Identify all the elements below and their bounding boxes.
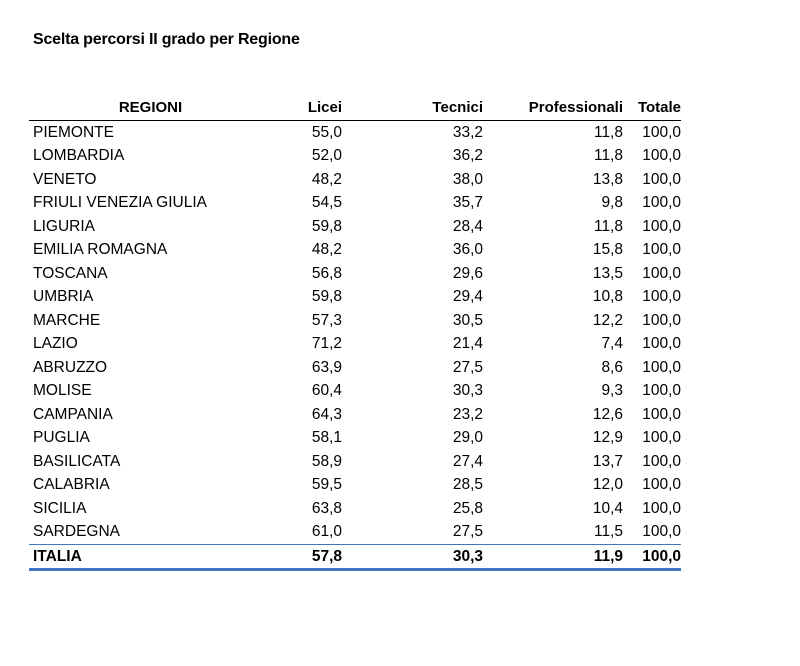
totale-cell: 100,0 — [642, 147, 681, 164]
totale-cell: 100,0 — [642, 523, 681, 540]
region-cell: PUGLIA — [33, 429, 90, 446]
professionali-cell: 8,6 — [601, 358, 623, 376]
totale-cell: 100,0 — [642, 405, 681, 423]
tecnici-cell: 30,5 — [452, 311, 483, 329]
region-cell: CALABRIA — [33, 476, 110, 493]
column-header-tecnici: Tecnici — [342, 96, 483, 120]
totale-cell: 100,0 — [642, 358, 681, 376]
region-cell: BASILICATA — [33, 452, 121, 470]
professionali-cell: 9,8 — [601, 194, 623, 211]
table-total-row — [29, 544, 681, 570]
region-cell: EMILIA ROMAGNA — [33, 241, 168, 258]
licei-cell: 63,8 — [311, 499, 342, 517]
totale-cell: 100,0 — [642, 382, 681, 399]
licei-cell: 57,3 — [311, 311, 342, 329]
table-row — [29, 215, 681, 239]
region-cell: CAMPANIA — [33, 405, 113, 423]
table-row — [29, 356, 681, 380]
tecnici-cell: 33,2 — [452, 123, 483, 141]
region-cell: ABRUZZO — [33, 358, 108, 376]
licei-cell: 48,2 — [311, 241, 342, 258]
table-row — [29, 473, 681, 497]
tecnici-cell: 23,2 — [452, 405, 483, 423]
tecnici-cell: 30,3 — [452, 382, 483, 399]
licei-cell: 59,8 — [311, 217, 342, 235]
total-professionali-cell: 11,9 — [483, 544, 623, 570]
table-row — [29, 144, 681, 168]
tecnici-cell: 28,4 — [452, 217, 483, 235]
tecnici-cell: 25,8 — [452, 499, 483, 517]
professionali-cell: 10,4 — [592, 499, 623, 517]
tecnici-cell: 27,5 — [452, 523, 483, 540]
professionali-cell: 13,8 — [592, 170, 623, 188]
licei-cell: 56,8 — [311, 264, 342, 282]
totale-cell: 100,0 — [642, 311, 681, 329]
region-cell: UMBRIA — [33, 288, 94, 305]
tecnici-cell: 29,0 — [452, 429, 483, 446]
tecnici-cell: 36,0 — [452, 241, 483, 258]
licei-cell: 71,2 — [311, 335, 342, 352]
professionali-cell: 15,8 — [592, 241, 623, 258]
totale-cell: 100,0 — [642, 194, 681, 211]
licei-cell: 52,0 — [311, 147, 342, 164]
region-cell: SARDEGNA — [33, 523, 120, 540]
region-cell: PIEMONTE — [33, 123, 114, 141]
professionali-cell: 9,3 — [601, 382, 623, 399]
licei-cell: 58,1 — [311, 429, 342, 446]
region-cell: LIGURIA — [33, 217, 96, 235]
column-header-region: REGIONI — [29, 96, 272, 120]
tecnici-cell: 35,7 — [452, 194, 483, 211]
tecnici-cell: 28,5 — [452, 476, 483, 493]
tecnici-cell: 36,2 — [452, 147, 483, 164]
column-header-totale: Totale — [623, 96, 681, 120]
table-row — [29, 309, 681, 333]
licei-cell: 64,3 — [311, 405, 342, 423]
region-cell: FRIULI VENEZIA GIULIA — [33, 194, 207, 211]
totale-cell: 100,0 — [642, 264, 681, 282]
tecnici-cell: 38,0 — [452, 170, 483, 188]
region-cell: LOMBARDIA — [33, 147, 125, 164]
professionali-cell: 12,2 — [592, 311, 623, 329]
table-row — [29, 379, 681, 403]
licei-cell: 61,0 — [311, 523, 342, 540]
professionali-cell: 12,0 — [592, 476, 623, 493]
table-row — [29, 332, 681, 356]
licei-cell: 63,9 — [311, 358, 342, 376]
professionali-cell: 12,9 — [592, 429, 623, 446]
totale-cell: 100,0 — [642, 217, 681, 235]
totale-cell: 100,0 — [642, 123, 681, 141]
licei-cell: 55,0 — [311, 123, 342, 141]
licei-cell: 60,4 — [311, 382, 342, 399]
region-cell: MARCHE — [33, 311, 101, 329]
tecnici-cell: 27,5 — [452, 358, 483, 376]
total-licei-cell: 57,8 — [272, 544, 342, 570]
table-row — [29, 120, 681, 144]
totale-cell: 100,0 — [642, 429, 681, 446]
table-row — [29, 497, 681, 521]
region-cell: LAZIO — [33, 335, 78, 352]
totale-cell: 100,0 — [642, 170, 681, 188]
table-row — [29, 285, 681, 309]
professionali-cell: 11,8 — [593, 217, 623, 235]
professionali-cell: 12,6 — [592, 405, 623, 423]
totale-cell: 100,0 — [642, 452, 681, 470]
table-row — [29, 450, 681, 474]
licei-cell: 58,9 — [311, 452, 342, 470]
region-cell: SICILIA — [33, 499, 87, 517]
page-title: Scelta percorsi II grado per Regione — [33, 31, 300, 48]
professionali-cell: 13,5 — [592, 264, 623, 282]
column-header-licei: Licei — [272, 96, 342, 120]
table-row — [29, 520, 681, 544]
total-totale-cell: 100,0 — [623, 544, 681, 570]
region-cell: VENETO — [33, 170, 97, 188]
professionali-cell: 11,5 — [593, 523, 623, 540]
tecnici-cell: 29,6 — [452, 264, 483, 282]
table-header-row — [29, 96, 681, 120]
table-row — [29, 191, 681, 215]
tecnici-cell: 27,4 — [452, 452, 483, 470]
professionali-cell: 10,8 — [592, 288, 623, 305]
licei-cell: 48,2 — [311, 170, 342, 188]
total-region-cell: ITALIA — [29, 544, 272, 570]
licei-cell: 54,5 — [311, 194, 342, 211]
table-body — [29, 120, 681, 570]
professionali-cell: 7,4 — [601, 335, 623, 352]
totale-cell: 100,0 — [642, 288, 681, 305]
licei-cell: 59,5 — [311, 476, 342, 493]
table-row — [29, 168, 681, 192]
totale-cell: 100,0 — [642, 241, 681, 258]
licei-cell: 59,8 — [311, 288, 342, 305]
table-row — [29, 403, 681, 427]
tecnici-cell: 21,4 — [452, 335, 483, 352]
total-tecnici-cell: 30,3 — [342, 544, 483, 570]
tecnici-cell: 29,4 — [452, 288, 483, 305]
professionali-cell: 13,7 — [592, 452, 623, 470]
table-row — [29, 426, 681, 450]
professionali-cell: 11,8 — [593, 147, 623, 164]
regions-table — [29, 96, 681, 571]
column-header-professionali: Professionali — [483, 96, 623, 120]
totale-cell: 100,0 — [642, 335, 681, 352]
totale-cell: 100,0 — [642, 476, 681, 493]
professionali-cell: 11,8 — [593, 123, 623, 141]
region-cell: TOSCANA — [33, 264, 108, 282]
table-row — [29, 238, 681, 262]
region-cell: MOLISE — [33, 382, 92, 399]
table-row — [29, 262, 681, 286]
totale-cell: 100,0 — [642, 499, 681, 517]
